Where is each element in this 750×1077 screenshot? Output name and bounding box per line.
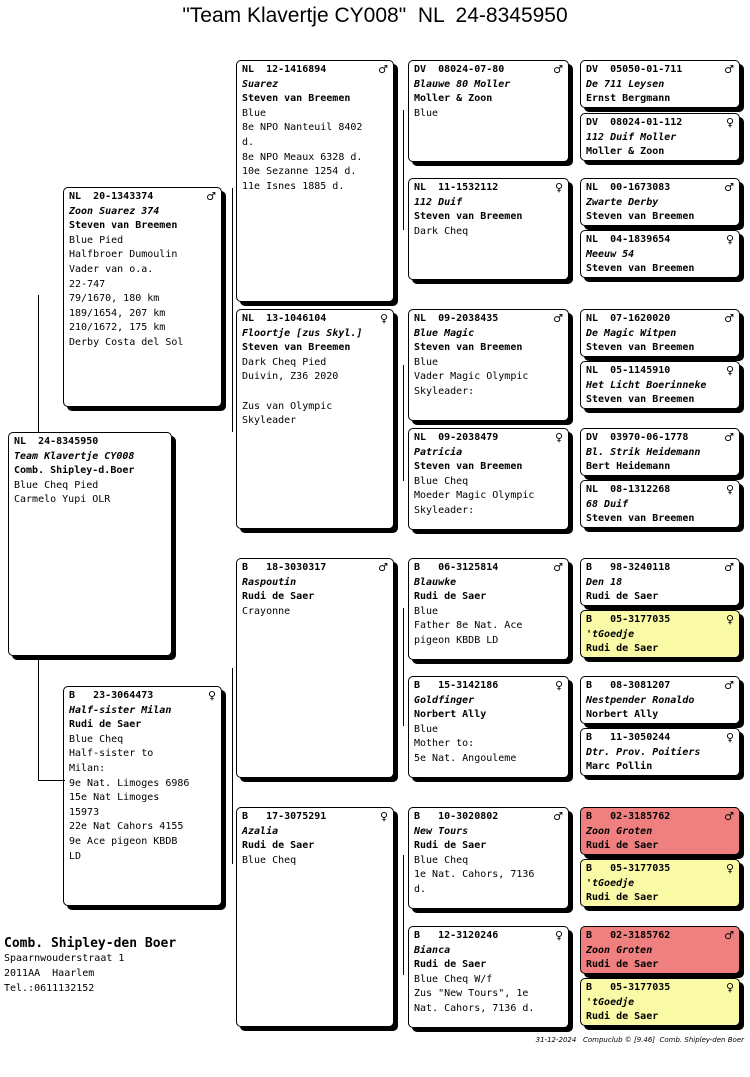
pedigree-card-g7[interactable] bbox=[580, 428, 740, 476]
male-icon: ♂ bbox=[724, 63, 734, 76]
info-line: Dark Cheq bbox=[414, 225, 469, 237]
male-icon: ♂ bbox=[378, 561, 388, 574]
pigeon-name: Patricia bbox=[414, 446, 463, 458]
female-icon: ♀ bbox=[554, 181, 563, 194]
info-line: 79/1670, 180 km bbox=[69, 293, 160, 305]
pigeon-name: Dtr. Prov. Poitiers bbox=[586, 746, 701, 758]
card-header bbox=[414, 312, 563, 327]
info-line: Vader van o.a. bbox=[69, 263, 154, 275]
ring-number: NL 05-1145910 bbox=[586, 365, 671, 376]
female-icon: ♀ bbox=[379, 810, 388, 823]
male-icon: ♂ bbox=[206, 190, 216, 203]
card-header bbox=[242, 312, 388, 327]
owner-name: Rudi de Saer bbox=[414, 591, 487, 603]
ring-number: NL 09-2038435 bbox=[414, 313, 499, 324]
owner-name: Marc Pollin bbox=[586, 761, 653, 773]
info-line: Blue Pied bbox=[69, 234, 124, 246]
pigeon-name: 112 Duif Moller bbox=[586, 131, 677, 143]
ring-number: B 02-3185762 bbox=[586, 811, 671, 822]
card-header bbox=[242, 561, 388, 576]
card-header bbox=[586, 364, 734, 379]
pedigree-card-g11[interactable] bbox=[580, 676, 740, 724]
pedigree-card-g13[interactable] bbox=[580, 807, 740, 855]
card-header bbox=[586, 431, 734, 446]
info-line: Skyleader: bbox=[414, 385, 475, 397]
pedigree-card-ffm[interactable] bbox=[408, 178, 569, 280]
male-icon: ♂ bbox=[553, 561, 563, 574]
card-header bbox=[586, 981, 734, 996]
ring-number: B 17-3075291 bbox=[242, 811, 327, 822]
male-icon: ♂ bbox=[724, 929, 734, 942]
info-line: LD bbox=[69, 850, 82, 862]
male-icon: ♂ bbox=[724, 561, 734, 574]
pigeon-name: Blauwe 80 Moller bbox=[414, 78, 511, 90]
pigeon-name: Goldfinger bbox=[414, 694, 475, 706]
ring-number: NL 11-1532112 bbox=[414, 182, 499, 193]
info-line: 189/1654, 207 km bbox=[69, 307, 166, 319]
info-line: 22-747 bbox=[69, 278, 106, 290]
info-line: Nat. Cahors, 7136 d. bbox=[414, 1002, 535, 1014]
card-header bbox=[69, 190, 216, 205]
card-header bbox=[586, 731, 734, 746]
pigeon-name: Het Licht Boerinneke bbox=[586, 379, 707, 391]
info-line: 5e Nat. Angouleme bbox=[414, 752, 517, 764]
female-icon: ♀ bbox=[554, 929, 563, 942]
card-header bbox=[242, 63, 388, 78]
ring-number: B 15-3142186 bbox=[414, 680, 499, 691]
ring-number: B 23-3064473 bbox=[69, 690, 154, 701]
male-icon: ♂ bbox=[724, 181, 734, 194]
breeder-city: 2011AA Haarlem bbox=[4, 968, 95, 979]
male-icon: ♂ bbox=[724, 312, 734, 325]
card-header bbox=[414, 561, 563, 576]
info-line: Blue Cheq bbox=[242, 854, 297, 866]
pigeon-name: Team Klavertje CY008 bbox=[14, 450, 135, 462]
pedigree-card-g8[interactable] bbox=[580, 480, 740, 528]
pigeon-name: 'tGoedje bbox=[586, 996, 635, 1008]
female-icon: ♀ bbox=[725, 483, 734, 496]
owner-name: Steven van Breemen bbox=[414, 211, 523, 223]
ring-number: NL 13-1046104 bbox=[242, 313, 327, 324]
pigeon-name: Zoon Groten bbox=[586, 825, 653, 837]
ring-number: B 10-3020802 bbox=[414, 811, 499, 822]
card-header bbox=[586, 63, 734, 78]
owner-name: Rudi de Saer bbox=[586, 1011, 659, 1023]
pedigree-card-g14[interactable] bbox=[580, 859, 740, 907]
info-line: 15e Nat Limoges bbox=[69, 792, 160, 804]
info-line: Zus "New Tours", 1e bbox=[414, 988, 529, 1000]
owner-name: Steven van Breemen bbox=[242, 342, 351, 354]
male-icon: ♂ bbox=[724, 431, 734, 444]
pedigree-card-ff[interactable] bbox=[236, 60, 394, 302]
pedigree-card-mm[interactable] bbox=[236, 807, 394, 1027]
info-line: 22e Nat Cahors 4155 bbox=[69, 821, 184, 833]
male-icon: ♂ bbox=[553, 63, 563, 76]
card-header bbox=[586, 116, 734, 131]
pedigree-card-g12[interactable] bbox=[580, 728, 740, 776]
owner-name: Rudi de Saer bbox=[586, 840, 659, 852]
info-line: 9e Nat. Limoges 6986 bbox=[69, 777, 190, 789]
owner-name: Rudi de Saer bbox=[586, 591, 659, 603]
connector-line bbox=[38, 658, 39, 780]
owner-name: Rudi de Saer bbox=[586, 892, 659, 904]
info-line: Skyleader: bbox=[414, 504, 475, 516]
info-line: 11e Isnes 1885 d. bbox=[242, 180, 345, 192]
card-header bbox=[14, 435, 166, 450]
female-icon: ♀ bbox=[725, 613, 734, 626]
card-header bbox=[586, 312, 734, 327]
female-icon: ♀ bbox=[725, 233, 734, 246]
card-header bbox=[586, 561, 734, 576]
info-line: Derby Costa del Sol bbox=[69, 336, 184, 348]
breeder-info bbox=[4, 936, 176, 996]
pigeon-name: Den 18 bbox=[586, 576, 623, 588]
info-line: Blue Cheq bbox=[69, 733, 124, 745]
pedigree-card-m[interactable] bbox=[63, 686, 222, 906]
ring-number: B 08-3081207 bbox=[586, 680, 671, 691]
info-line: 10e Sezanne 1254 d. bbox=[242, 166, 357, 178]
info-line: Crayonne bbox=[242, 605, 291, 617]
page-title: "Team Klavertje CY008" NL 24-8345950 bbox=[182, 4, 568, 27]
connector-line bbox=[403, 110, 404, 230]
card-header bbox=[414, 929, 563, 944]
info-line: Carmelo Yupi OLR bbox=[14, 494, 111, 506]
ring-number: DV 03970-06-1778 bbox=[586, 432, 689, 443]
pedigree-card-f[interactable] bbox=[63, 187, 222, 407]
pigeon-name: De 711 Leysen bbox=[586, 78, 665, 90]
pedigree-card-mff[interactable] bbox=[408, 558, 569, 660]
connector-line bbox=[403, 365, 404, 481]
card-header bbox=[414, 63, 563, 78]
ring-number: B 12-3120246 bbox=[414, 930, 499, 941]
pedigree-card-fm[interactable] bbox=[236, 309, 394, 529]
owner-name: Rudi de Saer bbox=[242, 591, 315, 603]
breeder-address: Spaarnwouderstraat 1 bbox=[4, 953, 125, 964]
owner-name: Rudi de Saer bbox=[586, 643, 659, 655]
info-line: Blue Cheq bbox=[414, 475, 469, 487]
ring-number: DV 08024-01-112 bbox=[586, 117, 683, 128]
info-line: Blue Cheq W/f bbox=[414, 973, 493, 985]
male-icon: ♂ bbox=[378, 63, 388, 76]
info-line: 8e NPO Meaux 6328 d. bbox=[242, 151, 363, 163]
owner-name: Rudi de Saer bbox=[242, 840, 315, 852]
owner-name: Steven van Breemen bbox=[586, 513, 695, 525]
pigeon-name: De Magic Witpen bbox=[586, 327, 677, 339]
info-line: Father 8e Nat. Ace bbox=[414, 620, 523, 632]
ring-number: DV 05050-01-711 bbox=[586, 64, 683, 75]
ring-number: NL 04-1839654 bbox=[586, 234, 671, 245]
card-header bbox=[586, 483, 734, 498]
card-header bbox=[586, 862, 734, 877]
info-line: d. bbox=[414, 883, 427, 895]
connector-line bbox=[403, 855, 404, 975]
pigeon-name: 'tGoedje bbox=[586, 628, 635, 640]
pedigree-card-fff[interactable] bbox=[408, 60, 569, 162]
info-line: 8e NPO Nanteuil 8402 bbox=[242, 122, 363, 134]
info-line: 1e Nat. Cahors, 7136 bbox=[414, 869, 535, 881]
info-line: Blue bbox=[414, 356, 439, 368]
pedigree-card-g4[interactable] bbox=[580, 230, 740, 278]
pedigree-card-mfm[interactable] bbox=[408, 676, 569, 778]
owner-name: Steven van Breemen bbox=[586, 394, 695, 406]
owner-name: Norbert Ally bbox=[414, 709, 487, 721]
info-line: Skyleader bbox=[242, 415, 297, 427]
card-header bbox=[69, 689, 216, 704]
owner-name: Moller & Zoon bbox=[586, 146, 665, 158]
info-line: Blue bbox=[414, 723, 439, 735]
footer-credit: 31-12-2024 Compuclub © [9.46] Comb. Shipley-den Boer bbox=[535, 1036, 744, 1044]
info-line: Mother to: bbox=[414, 738, 475, 750]
info-line: Zus van Olympic bbox=[242, 400, 333, 412]
pigeon-name: 112 Duif bbox=[414, 196, 463, 208]
ring-number: B 06-3125814 bbox=[414, 562, 499, 573]
female-icon: ♀ bbox=[379, 312, 388, 325]
pigeon-name: Zoon Suarez 374 bbox=[69, 205, 160, 217]
pigeon-name: Suarez bbox=[242, 78, 279, 90]
female-icon: ♀ bbox=[725, 981, 734, 994]
owner-name: Rudi de Saer bbox=[414, 959, 487, 971]
info-line: Vader Magic Olympic bbox=[414, 371, 529, 383]
owner-name: Bert Heidemann bbox=[586, 461, 671, 473]
female-icon: ♀ bbox=[725, 116, 734, 129]
card-header bbox=[414, 181, 563, 196]
ring-number: B 05-3177035 bbox=[586, 863, 671, 874]
info-line: Halfbroer Dumoulin bbox=[69, 249, 178, 261]
card-header bbox=[586, 233, 734, 248]
female-icon: ♀ bbox=[725, 862, 734, 875]
owner-name: Norbert Ally bbox=[586, 709, 659, 721]
info-line: Blue Cheq bbox=[414, 854, 469, 866]
ring-number: NL 09-2038479 bbox=[414, 432, 499, 443]
pedigree-card-g5[interactable] bbox=[580, 309, 740, 357]
info-line: Milan: bbox=[69, 762, 106, 774]
card-header bbox=[414, 679, 563, 694]
ring-number: NL 07-1620020 bbox=[586, 313, 671, 324]
ring-number: DV 08024-07-80 bbox=[414, 64, 505, 75]
pedigree-card-g16[interactable] bbox=[580, 978, 740, 1026]
card-header bbox=[242, 810, 388, 825]
info-line: 15973 bbox=[69, 806, 100, 818]
ring-number: NL 24-8345950 bbox=[14, 436, 99, 447]
ring-number: B 02-3185762 bbox=[586, 930, 671, 941]
pigeon-name: Bl. Strik Heidemann bbox=[586, 446, 701, 458]
ring-number: NL 20-1343374 bbox=[69, 191, 154, 202]
ring-number: B 11-3050244 bbox=[586, 732, 671, 743]
card-header bbox=[586, 613, 734, 628]
pigeon-name: Zoon Groten bbox=[586, 944, 653, 956]
pedigree-card-g6[interactable] bbox=[580, 361, 740, 409]
owner-name: Steven van Breemen bbox=[242, 93, 351, 105]
owner-name: Steven van Breemen bbox=[69, 220, 178, 232]
info-line: Blue bbox=[242, 107, 267, 119]
pigeon-name: Half-sister Milan bbox=[69, 704, 172, 716]
owner-name: Moller & Zoon bbox=[414, 93, 493, 105]
owner-name: Steven van Breemen bbox=[586, 211, 695, 223]
female-icon: ♀ bbox=[725, 731, 734, 744]
owner-name: Steven van Breemen bbox=[414, 461, 523, 473]
male-icon: ♂ bbox=[553, 810, 563, 823]
pedigree-card-g1[interactable] bbox=[580, 60, 740, 108]
pedigree-card-mmm[interactable] bbox=[408, 926, 569, 1028]
connector-line bbox=[232, 668, 233, 864]
ring-number: B 05-3177035 bbox=[586, 982, 671, 993]
pedigree-card-g10[interactable] bbox=[580, 610, 740, 658]
info-line: Moeder Magic Olympic bbox=[414, 490, 535, 502]
owner-name: Steven van Breemen bbox=[586, 263, 695, 275]
breeder-name: Comb. Shipley-den Boer bbox=[4, 936, 177, 951]
connector-line bbox=[232, 188, 233, 432]
info-line: d. bbox=[242, 136, 255, 148]
male-icon: ♂ bbox=[724, 810, 734, 823]
male-icon: ♂ bbox=[553, 312, 563, 325]
pedigree-card-subject[interactable] bbox=[8, 432, 172, 656]
ring-number: B 05-3177035 bbox=[586, 614, 671, 625]
ring-number: NL 12-1416894 bbox=[242, 64, 327, 75]
pigeon-name: Zwarte Derby bbox=[586, 196, 659, 208]
male-icon: ♂ bbox=[724, 679, 734, 692]
card-header bbox=[414, 810, 563, 825]
info-line: pigeon KBDB LD bbox=[414, 634, 499, 646]
pedigree-card-g9[interactable] bbox=[580, 558, 740, 606]
connector-line bbox=[38, 295, 39, 432]
pigeon-name: Blue Magic bbox=[414, 327, 475, 339]
female-icon: ♀ bbox=[554, 679, 563, 692]
owner-name: Rudi de Saer bbox=[586, 959, 659, 971]
info-line: 9e Ace pigeon KBDB bbox=[69, 835, 178, 847]
pigeon-name: Blauwke bbox=[414, 576, 457, 588]
info-line: Dark Cheq Pied bbox=[242, 356, 327, 368]
card-header bbox=[586, 679, 734, 694]
pigeon-name: Nestpender Ronaldo bbox=[586, 694, 695, 706]
card-header bbox=[586, 929, 734, 944]
owner-name: Ernst Bergmann bbox=[586, 93, 671, 105]
female-icon: ♀ bbox=[554, 431, 563, 444]
female-icon: ♀ bbox=[725, 364, 734, 377]
owner-name: Rudi de Saer bbox=[69, 719, 142, 731]
pedigree-card-g2[interactable] bbox=[580, 113, 740, 161]
card-header bbox=[414, 431, 563, 446]
ring-number: B 98-3240118 bbox=[586, 562, 671, 573]
ring-number: B 18-3030317 bbox=[242, 562, 327, 573]
pedigree-card-g3[interactable] bbox=[580, 178, 740, 226]
info-line: Half-sister to bbox=[69, 748, 154, 760]
card-header bbox=[586, 810, 734, 825]
pigeon-name: Meeuw 54 bbox=[586, 248, 635, 260]
pigeon-name: 'tGoedje bbox=[586, 877, 635, 889]
pigeon-name: New Tours bbox=[414, 825, 469, 837]
pigeon-name: Raspoutin bbox=[242, 576, 297, 588]
card-header bbox=[586, 181, 734, 196]
info-line: Blue bbox=[414, 107, 439, 119]
female-icon: ♀ bbox=[207, 689, 216, 702]
owner-name: Steven van Breemen bbox=[414, 342, 523, 354]
owner-name: Rudi de Saer bbox=[414, 840, 487, 852]
info-line: 210/1672, 175 km bbox=[69, 322, 166, 334]
pedigree-card-fmf[interactable] bbox=[408, 309, 569, 421]
connector-line bbox=[403, 608, 404, 726]
breeder-phone: Tel.:0611132152 bbox=[4, 983, 95, 994]
pigeon-name: Azalia bbox=[242, 825, 279, 837]
owner-name: Comb. Shipley-d.Boer bbox=[14, 465, 135, 477]
pigeon-name: 68 Duif bbox=[586, 498, 629, 510]
pedigree-card-mmf[interactable] bbox=[408, 807, 569, 909]
connector-line bbox=[38, 780, 65, 781]
ring-number: NL 00-1673083 bbox=[586, 182, 671, 193]
info-line: Blue bbox=[414, 605, 439, 617]
pedigree-card-g15[interactable] bbox=[580, 926, 740, 974]
ring-number: NL 08-1312268 bbox=[586, 484, 671, 495]
owner-name: Steven van Breemen bbox=[586, 342, 695, 354]
pigeon-name: Floortje [zus Skyl.] bbox=[242, 327, 363, 339]
info-line bbox=[242, 385, 388, 400]
pedigree-card-fmm[interactable] bbox=[408, 428, 569, 530]
pigeon-name: Bianca bbox=[414, 944, 451, 956]
pedigree-card-mf[interactable] bbox=[236, 558, 394, 778]
info-line: Blue Cheq Pied bbox=[14, 479, 99, 491]
info-line: Duivin, Z36 2020 bbox=[242, 371, 339, 383]
